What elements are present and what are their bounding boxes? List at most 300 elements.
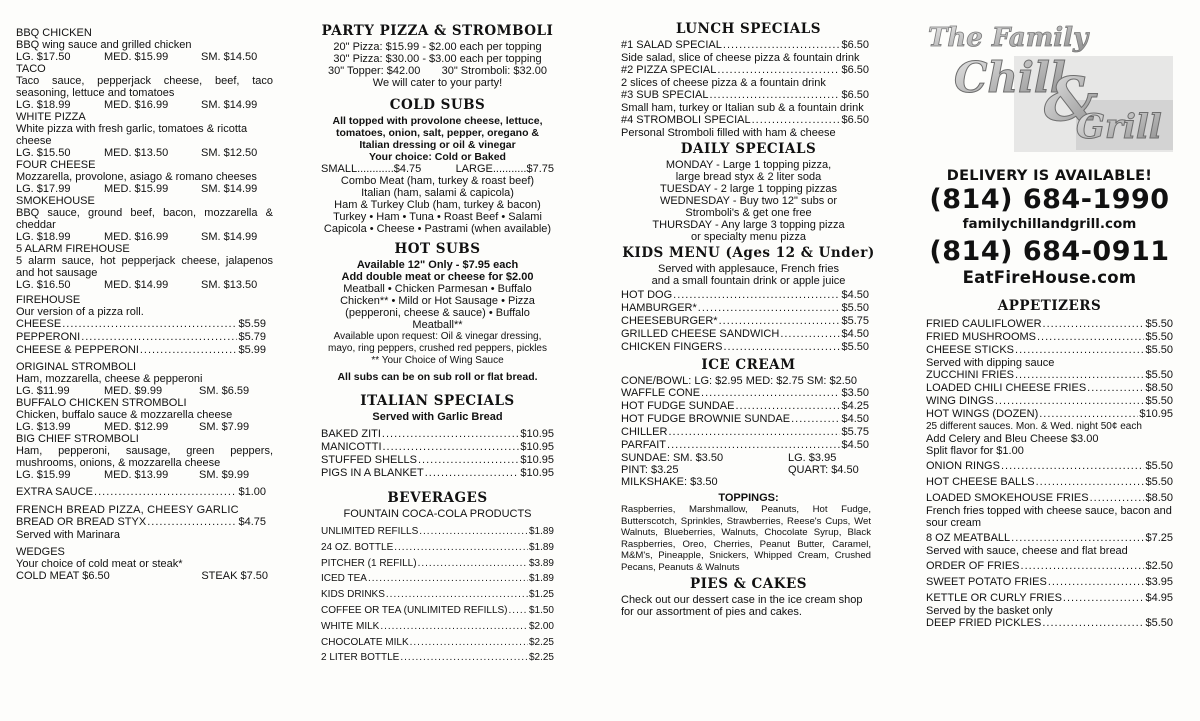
price-steak: STEAK $7.50 <box>201 570 268 582</box>
item-name: WAFFLE CONE <box>621 387 701 399</box>
item-name: ONION RINGS <box>926 460 1000 472</box>
item-name: FIREHOUSE <box>16 294 81 306</box>
cold-subs-sizes <box>321 163 554 175</box>
item-desc: 5 alarm sauce, hot pepperjack cheese, jalapenos and hot sausage <box>16 255 273 279</box>
price-lg: LG. $16.50 <box>16 279 71 291</box>
party-line: 30" Pizza: $30.00 - $3.00 each per topping <box>333 53 542 65</box>
price-sm: SM. $14.50 <box>201 51 258 63</box>
appetizer-item <box>926 395 1173 408</box>
item-price: $5.99 <box>238 344 266 356</box>
item-price: $5.50 <box>1145 395 1173 407</box>
contact-appetizers-column <box>926 20 1173 630</box>
item-name: MANICOTTI <box>321 441 382 453</box>
lunch-item <box>621 39 869 52</box>
item-name: BIG CHIEF STROMBOLI <box>16 433 139 445</box>
delivery-notice: DELIVERY IS AVAILABLE! <box>946 168 1153 184</box>
item-price: $4.25 <box>841 400 869 412</box>
price-sm: SM. $14.99 <box>201 99 258 111</box>
item-name: KIDS DRINKS <box>321 589 385 601</box>
daily-line: MONDAY - Large 1 topping pizza, <box>665 159 832 171</box>
price-sm: SM. $9.99 <box>199 469 250 481</box>
appetizer-item <box>926 331 1173 344</box>
item-desc: Side salad, slice of cheese pizza & fountain drink <box>621 52 860 64</box>
french-bread-line2 <box>16 516 266 529</box>
size-prices <box>16 385 273 397</box>
stromboli-price: 30" Stromboli: $32.00 <box>441 65 547 77</box>
item-name: CHOCOLATE MILK <box>321 636 409 648</box>
item-name: PITCHER (1 REFILL) <box>321 557 417 569</box>
price-pint: PINT: $3.25 <box>621 464 679 476</box>
item-note: Served with sauce, cheese and flat bread <box>926 545 1128 557</box>
price-med: MED. $13.50 <box>104 147 169 159</box>
beverage-item <box>321 635 554 651</box>
item-price: $3.89 <box>528 557 554 569</box>
appetizer-item <box>926 532 1173 545</box>
section-daily-specials <box>621 142 876 243</box>
daily-line: large bread styx & 2 liter soda <box>675 171 822 183</box>
item-desc: Ham, pepperoni, sausage, green peppers, mushrooms, onions, & mozzarella cheese <box>16 445 273 469</box>
item-name: CHILLER <box>621 426 668 438</box>
item-name: FOUR CHEESE <box>16 159 96 171</box>
kids-line: Served with applesauce, French fries <box>658 263 839 275</box>
menu-item-taco <box>16 63 273 111</box>
price-med: MED. $9.99 <box>104 385 163 397</box>
beverage-item <box>321 603 554 619</box>
logo-line3: & <box>1044 65 1099 135</box>
wedges-prices <box>16 570 268 582</box>
kids-item <box>621 302 869 315</box>
size-prices <box>16 147 273 159</box>
item-desc: Chicken, buffalo sauce & mozzarella cheese <box>16 409 233 421</box>
item-name: COFFEE OR TEA (UNLIMITED REFILLS) <box>321 604 508 616</box>
price-med: MED. $12.99 <box>104 421 169 433</box>
item-price: $1.89 <box>528 526 554 537</box>
item-price: $1.89 <box>528 541 554 553</box>
beverage-item <box>321 619 554 635</box>
item-price: $2.00 <box>528 620 554 632</box>
cold-subs-choice: Your choice: Cold or Baked <box>369 151 506 163</box>
daily-line: TUESDAY - 2 large 1 topping pizzas <box>660 183 837 195</box>
kids-item <box>621 328 869 341</box>
appetizer-item <box>926 369 1173 382</box>
item-name: 2 LITER BOTTLE <box>321 652 400 664</box>
appetizer-item <box>926 318 1173 331</box>
menu-item-five-alarm <box>16 243 273 291</box>
item-name: BUFFALO CHICKEN STROMBOLI <box>16 397 187 409</box>
price-lg: LG. $11.99 <box>16 385 70 397</box>
lunch-item <box>621 64 869 77</box>
item-name: 5 ALARM FIREHOUSE <box>16 243 130 255</box>
item-name: SMOKEHOUSE <box>16 195 95 207</box>
party-line: We will cater to your party! <box>372 77 503 89</box>
item-name: #4 STROMBOLI SPECIAL <box>621 114 751 126</box>
item-name: GRILLED CHEESE SANDWICH <box>621 328 780 340</box>
kids-item <box>621 341 869 354</box>
section-title: PIES & CAKES <box>689 576 808 592</box>
item-name: ORIGINAL STROMBOLI <box>16 361 137 373</box>
hot-subs-request: Available upon request: Oil & vinegar dressing, mayo, ring peppers, crushed red peppers, pickles <box>327 331 547 354</box>
logo-line2: Chill <box>954 53 1066 102</box>
item-desc: Small ham, turkey or Italian sub & a fountain drink <box>621 102 864 114</box>
item-price: $8.50 <box>1145 382 1173 394</box>
firehouse-cheese <box>16 318 266 331</box>
hot-subs-wing: ** Your Choice of Wing Sauce <box>371 355 504 366</box>
price-sm: SM. $12.50 <box>201 147 258 159</box>
menu-item-bbq-chicken <box>16 27 273 63</box>
item-name: EXTRA SAUCE <box>16 486 94 498</box>
item-note: Served with Marinara <box>16 529 120 541</box>
item-price: $5.79 <box>238 331 266 343</box>
item-name: FRIED MUSHROOMS <box>926 331 1036 343</box>
item-price: $6.50 <box>841 89 869 101</box>
beverage-item <box>321 571 554 587</box>
item-name: #2 PIZZA SPECIAL <box>621 64 717 76</box>
appetizer-item <box>926 344 1173 357</box>
appetizer-item <box>926 617 1173 630</box>
price-med: MED. $13.99 <box>104 469 169 481</box>
item-name: WHITE PIZZA <box>16 111 86 123</box>
beverage-item <box>321 650 554 666</box>
section-lunch-specials <box>621 22 876 139</box>
ice-cream-item <box>621 387 869 400</box>
hot-subs-line: Add double meat or cheese for $2.00 <box>341 271 534 283</box>
appetizer-item <box>926 382 1173 395</box>
item-price: $1.89 <box>528 573 554 585</box>
price-cold-meat: COLD MEAT $6.50 <box>16 570 110 582</box>
price-med: MED. $15.99 <box>104 183 169 195</box>
price-quart: QUART: $4.50 <box>788 464 859 476</box>
toppings-list: Raspberries, Marshmallow, Peanuts, Hot Fudge, Butterscotch, Sprinkles, Strawberries, Reese's Cups, Wet Walnuts, Blueberries, Walnuts, Chocolate Syrup, Black Raspberries, Oreo, Cherries, Peanut Butter, Caramel, M&M's, Pineapple, Snickers, Whipped Cream, Crushed Pecans, Peanuts & Walnuts <box>621 504 871 573</box>
section-ice-cream <box>621 358 876 573</box>
appetizer-item <box>926 492 1173 505</box>
daily-line: WEDNESDAY - Buy two 12" subs or <box>659 195 838 207</box>
firehouse-pepperoni <box>16 331 266 344</box>
item-name: CHICKEN FINGERS <box>621 341 723 353</box>
kids-item <box>621 315 869 328</box>
item-name: 8 OZ MEATBALL <box>926 532 1011 544</box>
section-title: HOT SUBS <box>394 241 481 257</box>
menu-item-firehouse <box>16 294 273 357</box>
price-med: MED. $16.99 <box>104 99 169 111</box>
website-1[interactable]: familychillandgrill.com <box>962 216 1137 232</box>
item-name: HOT FUDGE SUNDAE <box>621 400 735 412</box>
appetizer-item <box>926 408 1173 421</box>
item-price: $5.50 <box>1145 344 1173 356</box>
item-price: $5.50 <box>841 341 869 353</box>
item-desc: Personal Stromboli filled with ham & cheese <box>621 127 836 139</box>
menu-item-four-cheese <box>16 159 273 195</box>
appetizer-item <box>926 576 1173 589</box>
specialty-pizza-column <box>16 27 273 582</box>
appetizer-item <box>926 560 1173 573</box>
size-prices <box>16 421 273 433</box>
party-line <box>321 65 554 77</box>
item-note: Served with dipping sauce <box>926 357 1055 369</box>
size-prices <box>16 279 273 291</box>
price-lg: LG. $17.50 <box>16 51 71 63</box>
item-name: ZUCCHINI FRIES <box>926 369 1014 381</box>
size-prices <box>16 51 273 63</box>
cold-subs-intro: All topped with provolone cheese, lettuce, tomatoes, onion, salt, pepper, oregano & Italian dressing or oil & vinegar <box>332 115 543 151</box>
section-title: BEVERAGES <box>387 490 488 506</box>
wings-note: Add Celery and Bleu Cheese $3.00 <box>926 433 1099 445</box>
item-name: FRIED CAULIFLOWER <box>926 318 1042 330</box>
pies-desc: Check out our dessert case in the ice cream shop for our assortment of pies and cakes. <box>621 594 863 618</box>
section-title: ITALIAN SPECIALS <box>360 393 515 409</box>
section-beverages <box>321 491 554 666</box>
menu-item-wedges <box>16 546 273 582</box>
size-prices <box>16 231 273 243</box>
item-price: $1.50 <box>528 604 554 616</box>
firehouse-cheese-pepperoni <box>16 344 266 357</box>
item-note: French fries topped with cheese sauce, bacon and sour cream <box>926 505 1172 529</box>
item-name: BAKED ZITI <box>321 428 381 440</box>
item-name: STUFFED SHELLS <box>321 454 417 466</box>
website-2[interactable]: EatFireHouse.com <box>962 268 1137 287</box>
item-price: $6.50 <box>841 114 869 126</box>
logo-line4: Grill <box>1076 107 1162 147</box>
kids-item <box>621 289 869 302</box>
item-price: $5.50 <box>1145 318 1173 330</box>
price-lg: LG. $18.99 <box>16 231 71 243</box>
menu-item-original-stromboli <box>16 361 273 397</box>
section-subtitle: FOUNTAIN COCA-COLA PRODUCTS <box>343 508 532 520</box>
item-name: PIGS IN A BLANKET <box>321 467 424 479</box>
item-price: $3.50 <box>841 387 869 399</box>
item-price: $4.50 <box>841 328 869 340</box>
section-italian-specials <box>321 394 554 480</box>
phone-number-1[interactable]: (814) 684-1990 <box>929 184 1170 215</box>
item-name: DEEP FRIED PICKLES <box>926 617 1042 629</box>
kids-line: and a small fountain drink or apple juice <box>651 275 846 287</box>
item-name: LOADED CHILI CHEESE FRIES <box>926 382 1087 394</box>
cold-sub-line: Turkey • Ham • Tuna • Roast Beef • Salami <box>333 211 542 223</box>
section-pies-cakes <box>621 577 876 618</box>
size-prices <box>16 99 273 111</box>
section-kids-menu <box>621 246 876 354</box>
price-lg: LG. $17.99 <box>16 183 71 195</box>
subs-beverages-column <box>321 22 554 666</box>
size-prices <box>16 469 273 481</box>
daily-line: or specialty menu pizza <box>691 231 806 243</box>
hot-subs-list: Meatball • Chicken Parmesan • Buffalo Chicken** • Mild or Hot Sausage • Pizza (pepperoni, cheese & sauce) • Buffalo Meatball** <box>340 283 535 331</box>
wings-note: Split flavor for $1.00 <box>926 445 1024 457</box>
item-desc: Taco sauce, pepperjack cheese, beef, taco seasoning, lettuce and tomatoes <box>16 75 273 99</box>
item-desc: Your choice of cold meat or steak* <box>16 558 183 570</box>
item-name: KETTLE OR CURLY FRIES <box>926 592 1062 604</box>
item-desc: BBQ sauce, ground beef, bacon, mozzarella & cheddar <box>16 207 273 231</box>
item-name: LOADED SMOKEHOUSE FRIES <box>926 492 1089 504</box>
item-price: $5.50 <box>1145 460 1173 472</box>
item-name-2: BREAD OR BREAD STYX <box>16 516 147 528</box>
party-line: 20" Pizza: $15.99 - $2.00 each per topping <box>333 41 542 53</box>
section-title: LUNCH SPECIALS <box>675 21 822 37</box>
ice-cream-item <box>621 426 869 439</box>
item-price: $5.50 <box>841 302 869 314</box>
beverage-item <box>321 540 554 556</box>
cone-bowl-prices: CONE/BOWL: LG: $2.95 MED: $2.75 SM: $2.50 <box>621 375 857 387</box>
restaurant-logo <box>926 20 1173 155</box>
item-price: $5.59 <box>238 318 266 330</box>
size-prices <box>16 183 273 195</box>
item-price: $4.50 <box>841 289 869 301</box>
section-hot-subs <box>321 242 554 383</box>
price-lg: LG. $15.50 <box>16 147 71 159</box>
ice-cream-item <box>621 439 869 452</box>
italian-item <box>321 454 554 467</box>
item-name: SWEET POTATO FRIES <box>926 576 1047 588</box>
item-name: CHEESE <box>16 318 62 330</box>
item-desc: Ham, mozzarella, cheese & pepperoni <box>16 373 203 385</box>
price-med: MED. $14.99 <box>104 279 169 291</box>
item-desc: BBQ wing sauce and grilled chicken <box>16 39 192 51</box>
toppings-title: TOPPINGS: <box>718 492 779 504</box>
section-title: DAILY SPECIALS <box>680 141 817 157</box>
section-subtitle: Served with Garlic Bread <box>372 411 503 423</box>
section-appetizers <box>926 299 1173 630</box>
appetizer-item <box>926 476 1173 489</box>
item-desc: 2 slices of cheese pizza & a fountain drink <box>621 77 826 89</box>
menu-item-smokehouse <box>16 195 273 243</box>
cold-sub-line: Combo Meat (ham, turkey & roast beef) <box>340 175 535 187</box>
ice-cream-item <box>621 413 869 426</box>
menu-item-big-chief <box>16 433 273 481</box>
menu-item-french-bread <box>16 504 273 541</box>
daily-line: THURSDAY - Any large 3 topping pizza <box>652 219 845 231</box>
item-name: UNLIMITED REFILLS <box>321 526 419 537</box>
item-name: #3 SUB SPECIAL <box>621 89 709 101</box>
lunch-item <box>621 89 869 102</box>
price-sm: SM. $6.59 <box>199 385 250 397</box>
price-med: MED. $16.99 <box>104 231 169 243</box>
price-med: MED. $15.99 <box>104 51 169 63</box>
item-price: $2.50 <box>1145 560 1173 572</box>
section-title: COLD SUBS <box>389 97 486 113</box>
item-name: BBQ CHICKEN <box>16 27 92 39</box>
item-name: PARFAIT <box>621 439 667 451</box>
item-price: $10.95 <box>520 428 554 440</box>
item-name: HOT CHEESE BALLS <box>926 476 1035 488</box>
appetizer-item <box>926 460 1173 473</box>
item-name: HOT WINGS (DOZEN) <box>926 408 1039 420</box>
item-price: $3.95 <box>1145 576 1173 588</box>
section-title: APPETIZERS <box>997 298 1102 314</box>
milkshake-price: MILKSHAKE: $3.50 <box>621 476 718 488</box>
item-price: $10.95 <box>520 441 554 453</box>
item-price: $1.00 <box>238 486 266 498</box>
pint-quart-prices <box>621 464 869 476</box>
item-price: $4.75 <box>238 516 266 528</box>
cold-sub-line: Capicola • Cheese • Pastrami (when available) <box>323 223 552 235</box>
price-sm: SM. $13.50 <box>201 279 258 291</box>
item-name: HOT DOG <box>621 289 673 301</box>
section-party-pizza <box>321 24 554 89</box>
item-name: HOT FUDGE BROWNIE SUNDAE <box>621 413 791 425</box>
topper-price: 30" Topper: $42.00 <box>328 65 421 77</box>
appetizer-item <box>926 592 1173 605</box>
phone-number-2[interactable]: (814) 684-0911 <box>929 236 1170 267</box>
price-sm: SM. $14.99 <box>201 231 258 243</box>
item-name: FRENCH BREAD PIZZA, CHEESY GARLIC <box>16 504 239 516</box>
beverage-item <box>321 587 554 603</box>
price-sm: SM. $7.99 <box>199 421 250 433</box>
item-name: ORDER OF FRIES <box>926 560 1020 572</box>
ice-cream-item <box>621 400 869 413</box>
item-name: WING DINGS <box>926 395 994 407</box>
price-small: SMALL............$4.75 <box>321 163 422 175</box>
item-name: ICED TEA <box>321 573 367 585</box>
item-name: #1 SALAD SPECIAL <box>621 39 722 51</box>
price-lg: LG. $13.99 <box>16 421 71 433</box>
item-price: $6.50 <box>841 39 869 51</box>
item-price: $2.25 <box>528 652 554 664</box>
item-price: $2.25 <box>528 636 554 648</box>
item-note: Served by the basket only <box>926 605 1053 617</box>
item-name: CHEESE & PEPPERONI <box>16 344 139 356</box>
lunch-item <box>621 114 869 127</box>
section-title: KIDS MENU (Ages 12 & Under) <box>622 245 875 261</box>
item-name: HAMBURGER* <box>621 302 697 314</box>
item-name: 24 OZ. BOTTLE <box>321 541 394 553</box>
italian-item <box>321 441 554 454</box>
section-title: PARTY PIZZA & STROMBOLI <box>321 23 554 39</box>
price-sundae-sm: SUNDAE: SM. $3.50 <box>621 452 724 464</box>
item-price: $4.50 <box>841 413 869 425</box>
item-name: PEPPERONI <box>16 331 81 343</box>
item-price: $5.50 <box>1145 331 1173 343</box>
item-name: WHITE MILK <box>321 620 380 632</box>
item-desc: Our version of a pizza roll. <box>16 306 144 318</box>
price-lg: LG. $15.99 <box>16 469 71 481</box>
item-price: $5.75 <box>841 315 869 327</box>
item-price: $1.25 <box>528 589 554 601</box>
menu-item-extra-sauce <box>16 486 266 499</box>
logo-line1: The Family <box>928 23 1089 53</box>
item-price: $5.50 <box>1145 369 1173 381</box>
cold-sub-line: Italian (ham, salami & capicola) <box>361 187 514 199</box>
price-sm: SM. $14.99 <box>201 183 258 195</box>
item-name: WEDGES <box>16 546 65 558</box>
menu-item-white-pizza <box>16 111 273 159</box>
item-price: $5.50 <box>1145 476 1173 488</box>
item-name: TACO <box>16 63 46 75</box>
beverage-item <box>321 556 554 572</box>
item-desc: Mozzarella, provolone, asiago & romano cheeses <box>16 171 257 183</box>
italian-item <box>321 467 554 480</box>
item-price: $5.75 <box>841 426 869 438</box>
beverage-item <box>321 524 554 540</box>
item-price: $4.50 <box>841 439 869 451</box>
item-price: $6.50 <box>841 64 869 76</box>
item-name: CHEESE STICKS <box>926 344 1015 356</box>
specials-desserts-column <box>621 20 876 618</box>
item-desc: White pizza with fresh garlic, tomatoes & ricotta cheese <box>16 123 248 147</box>
item-price: $4.95 <box>1145 592 1173 604</box>
italian-item <box>321 428 554 441</box>
hot-subs-line: Available 12" Only - $7.95 each <box>356 259 519 271</box>
sundae-prices <box>621 452 869 464</box>
price-lg: LG. $18.99 <box>16 99 71 111</box>
section-cold-subs <box>321 98 554 235</box>
item-price: $10.95 <box>1139 408 1173 420</box>
wings-note: 25 different sauces. Mon. & Wed. night 50¢ each <box>926 421 1142 432</box>
menu-item-buffalo-stromboli <box>16 397 273 433</box>
daily-line: Stromboli's & get one free <box>685 207 812 219</box>
item-price: $10.95 <box>520 467 554 479</box>
hot-subs-roll: All subs can be on sub roll or flat bread. <box>337 371 538 383</box>
item-price: $8.50 <box>1145 492 1173 504</box>
item-price: $7.25 <box>1145 532 1173 544</box>
